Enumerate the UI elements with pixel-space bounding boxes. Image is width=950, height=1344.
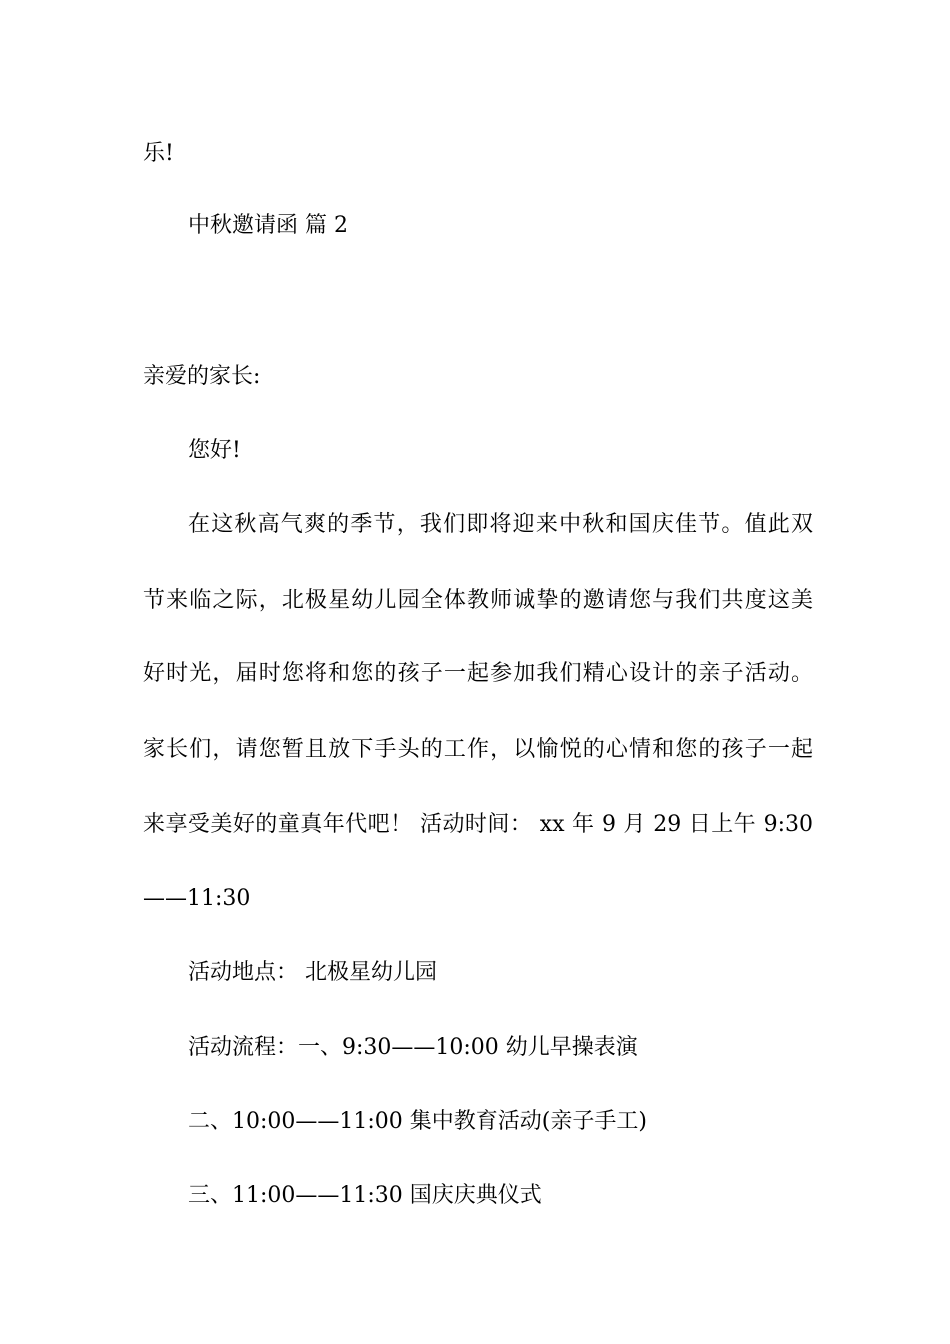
activity-schedule-item-2: 二、10:00——11:00 集中教育活动(亲子手工) [188,1109,647,1134]
activity-schedule-item-3: 三、11:00——11:30 国庆庆典仪式 [188,1183,542,1208]
activity-schedule-item-1: 活动流程：一、9:30——10:00 幼儿早操表演 [188,1035,638,1060]
greeting: 您好! [188,438,241,463]
salutation: 亲爱的家长: [143,364,261,389]
paragraph-line: 好时光，届时您将和您的孩子一起参加我们精心设计的亲子活动。 [143,661,813,686]
paragraph-line: 在这秋高气爽的季节，我们即将迎来中秋和国庆佳节。值此双 [188,512,813,537]
paragraph-line: 家长们，请您暂且放下手头的工作，以愉悦的心情和您的孩子一起 [143,737,813,762]
activity-time-continuation: ——11:30 [143,886,251,911]
paragraph-line: 节来临之际，北极星幼儿园全体教师诚挚的邀请您与我们共度这美 [143,588,813,613]
activity-location: 活动地点： 北极星幼儿园 [188,960,437,985]
section-heading: 中秋邀请函 篇 2 [188,213,348,238]
text-line-continuation: 乐! [143,141,174,166]
activity-time-line: 来享受美好的童真年代吧！ 活动时间： xx 年 9 月 29 日上午 9:30 [143,812,813,837]
